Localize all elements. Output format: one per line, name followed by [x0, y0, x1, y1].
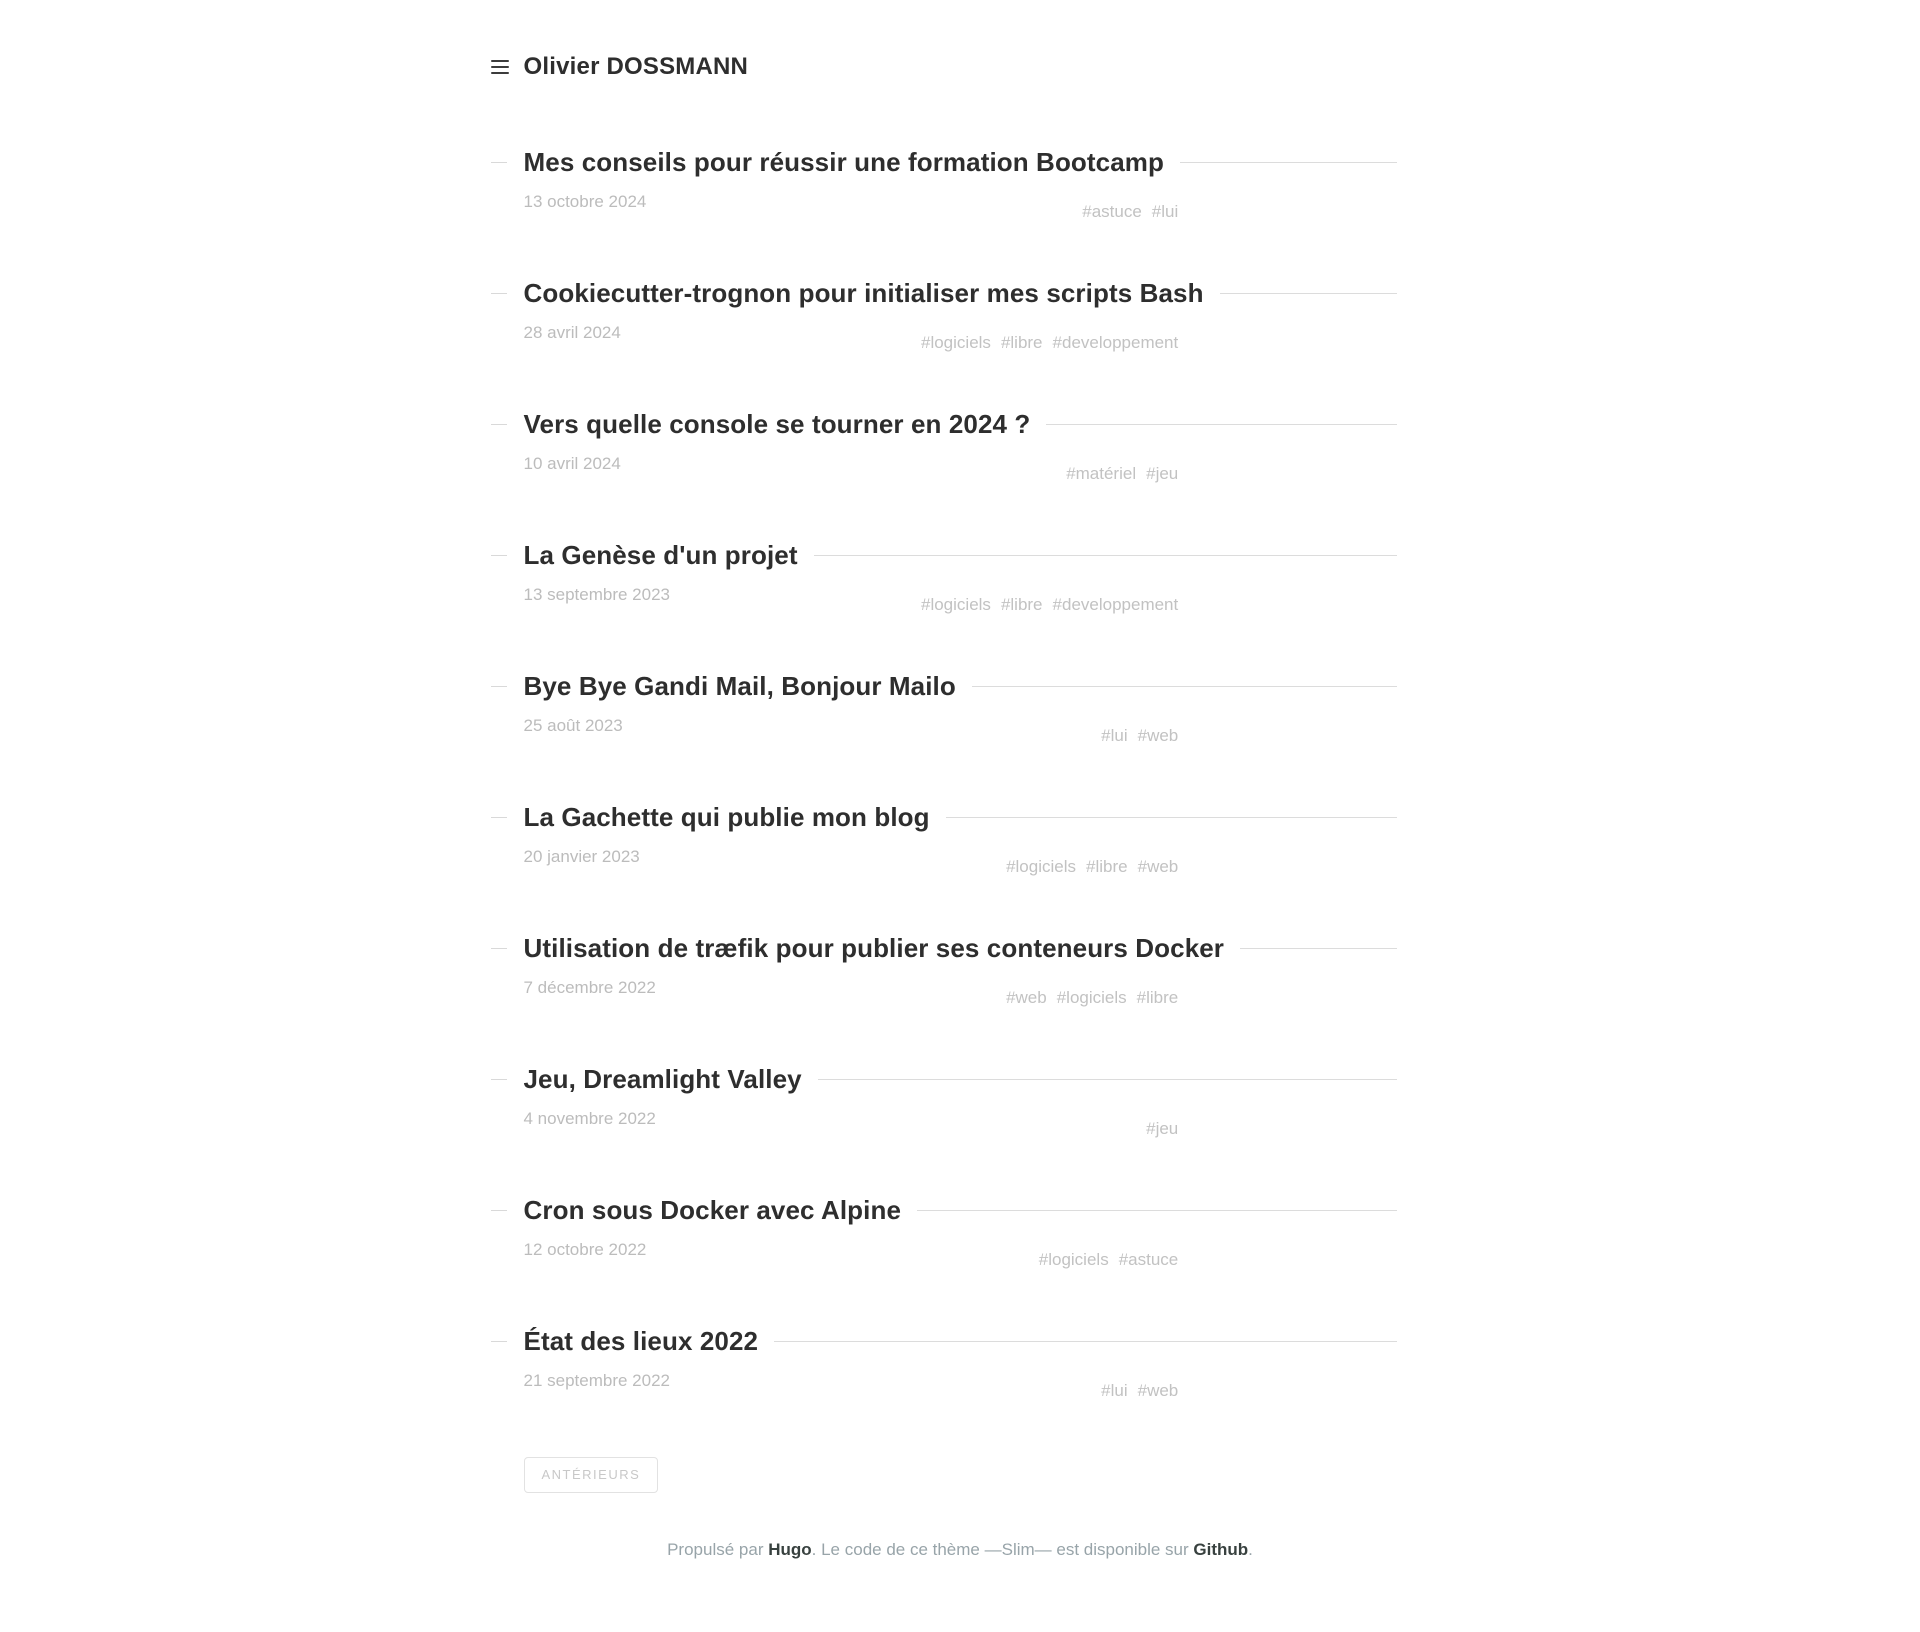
tag-link[interactable]: #lui	[1151, 202, 1179, 221]
post-title-link[interactable]: Bye Bye Gandi Mail, Bonjour Mailo	[523, 671, 956, 701]
post-title	[524, 1062, 1397, 1096]
tag-link[interactable]: #developpement	[1052, 333, 1179, 352]
post-date: 12 octobre 2022	[523, 1240, 647, 1259]
post-title	[524, 1193, 1397, 1227]
tag-link[interactable]: #jeu	[1146, 464, 1179, 483]
posts-list	[523, 145, 1397, 1400]
content-container	[524, 0, 1397, 1561]
post-date: 10 avril 2024	[523, 454, 621, 473]
post-title	[524, 669, 1397, 703]
post-tags	[524, 594, 1179, 616]
post-meta	[523, 977, 1397, 1007]
post-tags	[524, 1118, 1179, 1140]
post-title	[524, 407, 1397, 441]
older-posts-button[interactable]: ANTÉRIEURS	[524, 1457, 659, 1493]
post-title	[524, 145, 1397, 179]
tag-link[interactable]: #logiciels	[1006, 857, 1077, 876]
post-tags	[524, 856, 1179, 878]
post-title-link[interactable]: État des lieux 2022	[523, 1326, 759, 1356]
github-link[interactable]: Github	[1193, 1540, 1249, 1559]
post-item	[523, 669, 1397, 745]
post-title-link[interactable]: La Gachette qui publie mon blog	[523, 802, 930, 832]
post-date: 13 octobre 2024	[523, 192, 647, 211]
pagination	[524, 1457, 1397, 1493]
tag-link[interactable]: #libre	[1000, 333, 1043, 352]
post-meta	[523, 1108, 1397, 1138]
post-item	[523, 538, 1397, 614]
post-item	[523, 931, 1397, 1007]
tag-link[interactable]: #developpement	[1052, 595, 1179, 614]
tag-link[interactable]: #astuce	[1118, 1250, 1179, 1269]
tag-link[interactable]: #logiciels	[921, 595, 991, 614]
post-date: 7 décembre 2022	[523, 978, 656, 997]
post-title-link[interactable]: Vers quelle console se tourner en 2024 ?	[523, 409, 1031, 439]
post-title-link[interactable]: Cookiecutter-trognon pour initialiser mes scripts Bash	[523, 278, 1204, 308]
footer-text-theme: . Le code de ce thème —Slim— est disponible sur	[811, 1540, 1194, 1559]
post-date: 25 août 2023	[523, 716, 623, 735]
post-meta	[523, 715, 1397, 745]
tag-link[interactable]: #astuce	[1082, 202, 1142, 221]
post-date: 4 novembre 2022	[523, 1109, 656, 1128]
tag-link[interactable]: #lui	[1101, 1381, 1128, 1400]
post-date: 21 septembre 2022	[523, 1371, 670, 1390]
post-tags	[524, 1249, 1179, 1271]
tag-link[interactable]: #web	[1137, 726, 1179, 745]
footer-text-powered: Propulsé par	[667, 1540, 769, 1559]
post-tags	[524, 201, 1179, 223]
site-footer	[524, 1539, 1397, 1561]
post-meta	[523, 1370, 1397, 1400]
site-header	[524, 52, 1397, 82]
hugo-link[interactable]: Hugo	[768, 1540, 812, 1559]
post-date: 20 janvier 2023	[523, 847, 640, 866]
post-title-link[interactable]: Utilisation de træfik pour publier ses conteneurs Docker	[523, 933, 1225, 963]
post-item	[523, 145, 1397, 221]
footer-text-period: .	[1248, 1540, 1253, 1559]
post-item	[523, 800, 1397, 876]
post-tags	[524, 332, 1179, 354]
post-title	[524, 276, 1397, 310]
post-title	[524, 1324, 1397, 1358]
menu-toggle-button[interactable]	[491, 59, 511, 75]
tag-link[interactable]: #libre	[1000, 595, 1043, 614]
tag-link[interactable]: #web	[1006, 988, 1047, 1007]
post-item	[523, 1062, 1397, 1138]
post-tags	[524, 463, 1179, 485]
post-tags	[524, 987, 1179, 1009]
tag-link[interactable]: #matériel	[1066, 464, 1137, 483]
tag-link[interactable]: #web	[1137, 1381, 1179, 1400]
tag-link[interactable]: #libre	[1086, 857, 1128, 876]
tag-link[interactable]: #logiciels	[921, 333, 991, 352]
tag-link[interactable]: #jeu	[1146, 1119, 1179, 1138]
tag-link[interactable]: #logiciels	[1038, 1250, 1109, 1269]
post-item	[523, 276, 1397, 352]
site-title-link[interactable]: Olivier DOSSMANN	[523, 53, 749, 80]
tag-link[interactable]: #logiciels	[1056, 988, 1127, 1007]
post-title	[524, 538, 1397, 572]
post-meta	[523, 191, 1397, 221]
post-title	[524, 931, 1397, 965]
post-meta	[523, 453, 1397, 483]
post-meta	[523, 846, 1397, 876]
post-title-link[interactable]: Cron sous Docker avec Alpine	[523, 1195, 902, 1225]
post-date: 28 avril 2024	[523, 323, 621, 342]
post-date: 13 septembre 2023	[523, 585, 670, 604]
post-item	[523, 1324, 1397, 1400]
post-tags	[524, 1380, 1179, 1402]
post-item	[523, 407, 1397, 483]
post-meta	[523, 1239, 1397, 1269]
post-tags	[524, 725, 1179, 747]
post-title	[524, 800, 1397, 834]
tag-link[interactable]: #libre	[1136, 988, 1179, 1007]
post-title-link[interactable]: Jeu, Dreamlight Valley	[523, 1064, 802, 1094]
post-meta	[523, 584, 1397, 614]
hamburger-icon	[491, 60, 509, 74]
post-title-link[interactable]: Mes conseils pour réussir une formation Bootcamp	[523, 147, 1164, 177]
tag-link[interactable]: #lui	[1101, 726, 1128, 745]
tag-link[interactable]: #web	[1137, 857, 1179, 876]
post-meta	[523, 322, 1397, 352]
post-title-link[interactable]: La Genèse d'un projet	[523, 540, 798, 570]
post-item	[523, 1193, 1397, 1269]
